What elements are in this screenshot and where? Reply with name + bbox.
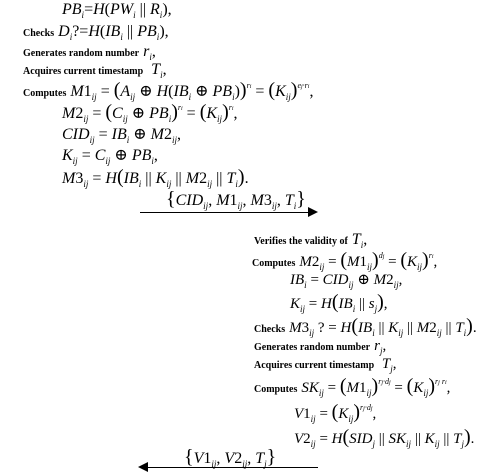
eq-session-key: Computes $SK_{ij} = (M1_{ij})^{rj\cdot dj} = (K_{ij})^{rj ri}$, — [254, 375, 451, 398]
eq-server-m2: Computes $M2_{ij} = (M1_{ij})^{dj} = (K_{ij})^{ri}$, — [252, 249, 438, 272]
eq-v1: $V1_{ij} = (K_{ij})^{rj\cdot dj}$, — [294, 401, 377, 424]
random-rj-line: Generates random number $r_j$, — [254, 338, 387, 356]
message-2-arrow — [146, 467, 318, 468]
eq-k: $K_{ij} = C_{ij}$ ⊕ $PB_i$, — [62, 147, 158, 166]
server-computes-label: Computes — [252, 258, 296, 269]
verifies-label: Verifies the validity of — [254, 236, 348, 247]
checks-label: Checks — [23, 28, 55, 39]
message-1-label: {$CID_{ij}$, $M1_{ij}$, $M3_{ij}$, $T_i$} — [166, 188, 306, 211]
server-timestamp-label: Acquires current timestamp — [254, 360, 375, 371]
timestamp-ti-line: Acquires current timestamp $T_i$, — [23, 61, 167, 80]
server-random-label: Generates random number — [254, 342, 371, 353]
check-m3-line: Checks $M3_{ij}$ ? = $H(IB_i$ || $K_{ij}$ || $M2_{ij}$ || $T_i$). — [254, 315, 477, 338]
computes-label: Computes — [23, 88, 67, 99]
eq-m2: $M2_{ij} = (C_{ij}$ ⊕ $PB_i)^{ri} = (K_{ij})^{ri}$, — [62, 101, 238, 124]
server-checks-label: Checks — [254, 324, 286, 335]
eq-server-ib: $IB_i = CID_{ij}$ ⊕ $M2_{ij}$, — [290, 272, 403, 290]
message-1-arrow — [140, 212, 310, 213]
eq-pb: $PB_i=H(PW_i$ || $R_i$), — [62, 1, 172, 20]
server-computes-label-2: Computes — [254, 384, 298, 395]
message-1-arrowhead — [308, 207, 318, 217]
eq-server-k: $K_{ij} = H(IB_i$ || $s_j$), — [290, 291, 388, 314]
eq-v2: $V2_{ij} = H(SID_j$ || $SK_{ij}$ || $K_{ij}$ || $T_j$). — [294, 426, 475, 449]
eq-m1: Computes $M1_{ij} = (A_{ij}$ ⊕ $H(IB_i$ ⊕ $PB_i))^{ri} = (K_{ij})^{ej\cdot ri}$, — [23, 79, 314, 102]
message-2-label: {$V1_{ij}$, $V2_{ij}$, $T_j$} — [184, 446, 277, 469]
timestamp-tj-line: Acquires current timestamp $T_j$, — [254, 356, 397, 374]
eq-cid: $CID_{ij} = IB_i$ ⊕ $M2_{ij}$, — [62, 126, 181, 145]
random-ri-line: Generates random number $r_i$, — [23, 43, 156, 62]
verify-ti-line: Verifies the validity of $T_i$, — [254, 231, 368, 250]
check-d-line: Checks $D_i?=H(IB_i$ || $PB_i$), — [23, 23, 169, 42]
random-label: Generates random number — [23, 48, 140, 59]
timestamp-label: Acquires current timestamp — [23, 66, 144, 77]
eq-m3: $M3_{ij} = H(IB_i$ || $K_{ij}$ || $M2_{ij}$ || $T_i$). — [62, 166, 249, 189]
